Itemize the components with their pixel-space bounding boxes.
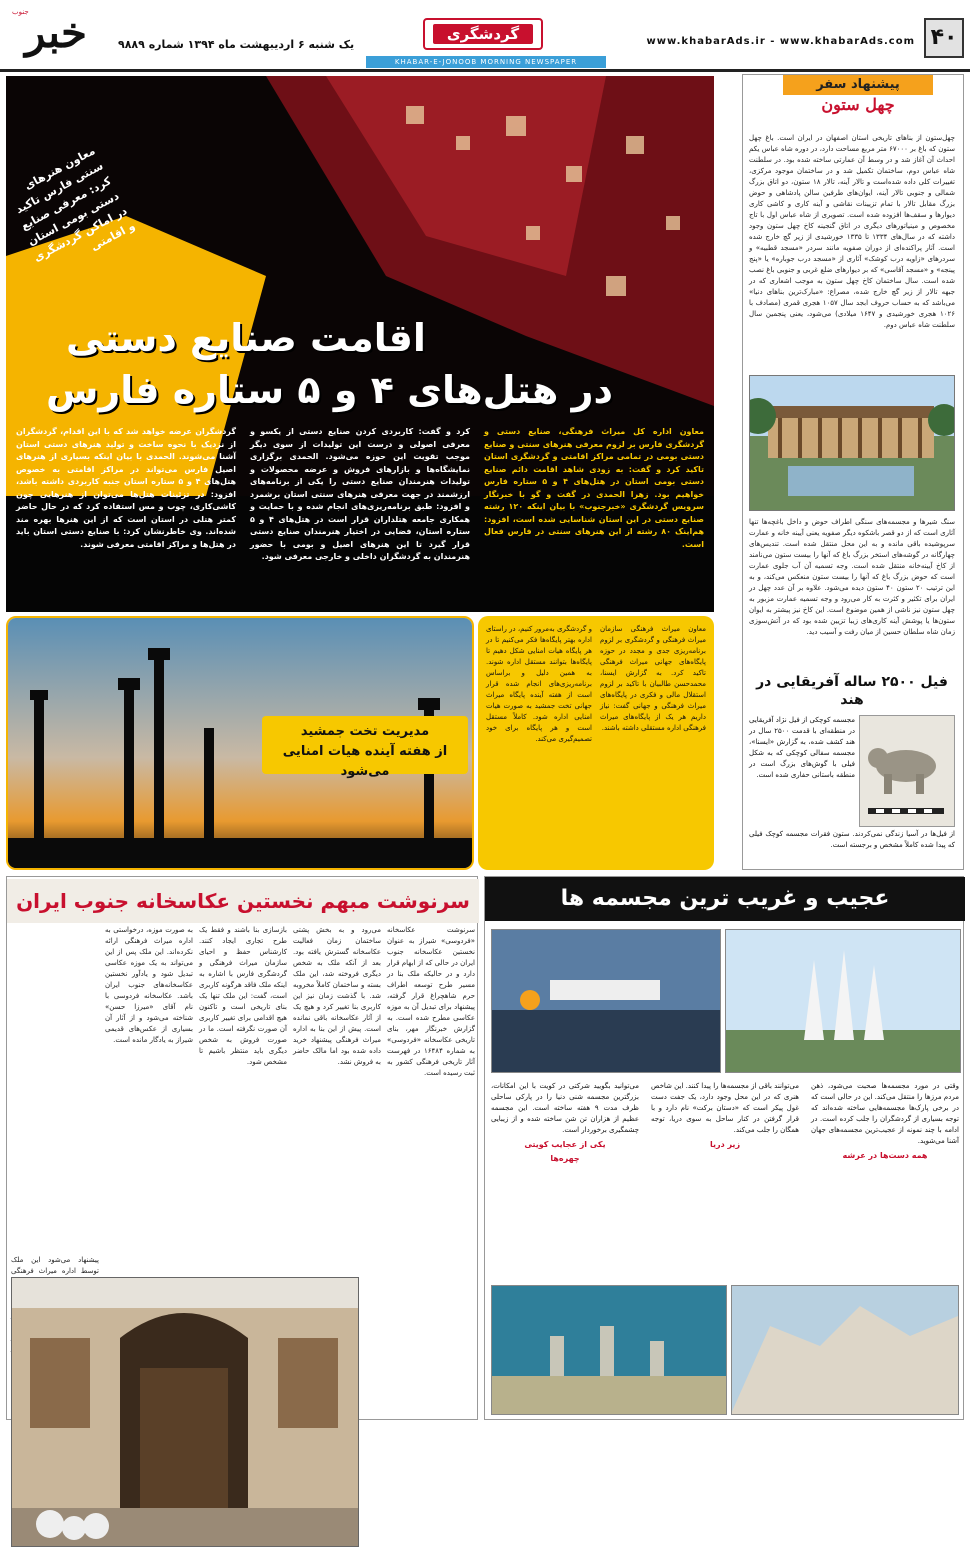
feature-title: اقامت صنایع دستی [66,316,426,360]
statues-col-3: می‌توانید بگویید شرکتی در کویت با این امکانات، بزرگترین مجسمه شنی دنیا را در پارکی ساحلی ظرف مدت ۹ هفته ساخته است. این مجسمه عظیم از هزاران تن شن ساخته شده و از زیبایی چشمگیری برخوردار است. [491,1082,639,1134]
travel-sidebar [742,74,964,870]
feature-title-line2: در هتل‌های ۴ و ۵ ستاره فارس [46,368,613,412]
page-header [0,0,970,72]
underwater-statues-photo [491,1285,727,1415]
elephant-body-continued: از فیل‌ها در آسیا زندگی نمی‌کردند. ستون فقرات مجسمه کوچک فیلی که پیدا شده کاملاً مشخص و برجسته است. [749,830,955,849]
statues-subhead-2: زیر دریا [709,1140,741,1149]
photo-col-1: سرنوشت عکاسخانه «فردوسی» شیراز به عنوان نخستین عکاسخانه جنوب ایران در حالی که از ابهام قرار دارد و در حالیکه ملک بنا در مسیر طرح توسعه اطراف حرم شاهچراغ قرار گرفته، پیشنهاد برای تبدیل آن به موزه عکاسی مطرح شده است. به گزارش خبرنگار مهر، بنای تاریخی عکاسخانه «فردوسی» به شماره ۱۶۴۸۴ در فهرست آثار تاریخی فرهنگی کشور به ثبت رسیده است. [387,926,475,1077]
sea-ship-statue-photo [491,929,721,1073]
statues-article [484,876,964,1420]
statues-body [491,1081,959,1277]
travel-body: چهل‌ستون از بناهای تاریخی استان اصفهان در ایران است. باغ چهل ستون که باغ بر ۶۷۰۰۰ متر مربع مساحت دارد، در دوره شاه عباس یکم احداث آن آغاز شد و در وسط آن عمارتی ساخته شده بود. در سلطنت شاه عباس دوم، ساختمان تکمیل شد و در ساختمان موجود مرکزی، تغییرات کلی داده شده‌است و تالار آینه، تالار ۱۸ ستون، دو اتاق بزرگ شمالی و جنوبی تالار آینه، ایوان‌های طرفین سالن پادشاهی و حوض بزرگ مقابل تالار با تمام تزیینات نقاشی و آینه کاری و کاشی کاری دیوارها و سقف‌ها افزوده شده است. تصویری از شاه عباس اول با تاج مخصوص و مینیاتورهای دیگری در اتاق گنجینه کاخ چهل ستون وجود داشته که در سال‌های ۱۳۳۴ تا ۱۳۳۵ خورشیدی از زیر گچ خارج شده است. آثار پراکنده‌ای از دوران صفویه مانند سردر «مسجد قطبیه» و سردرهای «زاویه درب کوشک» آثاری از «مسجد درب جوباره» یا «پنج پینجه» و «مسجد آقاسی» که بر دیوارهای ضلع غربی و جنوبی باغ نصب شده است. سال ساختمان کاخ چهل ستون به موجب اشعاری که در جبهه تالار از زیر گچ خارج شده، مصراع: «مبارک‌ترین بناهای دنیا» می‌باشد که به حساب حروف ابجد سال ۱۰۵۷ هجری قمری (مصادف با ۱۰۲۶ هجری خورشیدی و ۱۶۴۷ میلادی) می‌شود، یعنی پنجمین سال سلطنت شاه عباس دوم. [749,134,956,329]
newspaper-logo: خبر [25,8,87,57]
section-label [423,18,543,50]
chehelsotun-photo [749,375,955,511]
newspaper-subbanner: KHABAR-E-JONOOB MORNING NEWSPAPER [366,56,606,68]
newspaper-logo-tag: جنوب [12,8,29,16]
persepolis-caption-line1: مدیریت تخت جمشید [300,724,430,739]
photo-studio-title: سرنوشت مبهم نخستین عکاسخانه جنوب ایران [7,879,479,923]
site-urls[interactable]: www.khabarAds.ir - www.khabarAds.com [646,36,915,47]
photo-col-5: پیشنهاد می‌شود این ملک توسط اداره میراث فرهنگی [11,1256,99,1275]
elephant-title: فیل ۲۵۰۰ ساله آفریقایی در هند [756,674,948,708]
feature-col-1: معاون اداره کل میراث فرهنگی، صنایع دستی و گردشگری فارس بر لزوم معرفی هنرهای سنتی و صنایع دستی بومی در تمامی مراکز اقامتی و گردشگری استان تاکید کرد و گفت: به زودی شاهد اقامت دائم صنایع دستی بومی استان در هتل‌های ۴ و ۵ ستاره فارس خواهیم بود. زهرا الحمدی در گفت و گو با خبرنگار سرویس گردشگری «خبرجنوب» با بیان اینکه ۱۲۰ رشته صنایع دستی در این استان شناسایی شده است، افزود: هم‌اینک ۸۰ رشته از این هنرهای سنتی در فارس فعال است. [484,427,705,549]
statues-title: عجیب و غریب ترین مجسمه ها [485,877,965,921]
photo-studio-building-photo [11,1277,359,1547]
persepolis-caption [262,716,468,779]
feature-col-3: گردشگران عرضه خواهد شد که با این اقدام، گردشگران از نزدیک با نحوه ساخت و تولید هنرهای دستی استان آشنا می‌شوند. الحمدی با بیان اینکه بسیاری از هنرهای اصیل فارس می‌تواند در مراکز اقامتی به خصوص هتل‌های ۴ و ۵ ستاره استان جنبه کاربردی داشته باشد، افزود: در تزئینات هتل‌ها می‌توان از هنرهایی چون کاشی‌کاری، چوب و مس استفاده کرد که در حال حاضر کمتر هتلی در استان است که از این هنرها بهره مند شده‌اند. وی خاطرنشان کرد: با صنایع دستی استان باید در هتل‌ها و مراکز اقامتی معرفی شوند. [16,427,237,549]
elephant-body: مجسمه کوچکی از فیل نژاد آفریقایی در منطقه‌ای با قدمت ۲۵۰۰ سال در هند کشف شده، به گزارش «ایسنا»، مجسمه سفالی کوچکی که به شکل فیلی با گوش‌های بزرگ است در منطقه باستانی حفاری شده است. [749,716,855,779]
feature-body [14,426,704,606]
feature-col-2: کرد و گفت: کاربردی کردن صنایع دستی از یکسو و معرفی اصولی و درست این تولیدات از سوی دیگر موجب تقویت این حوزه می‌شود. الحمدی برگزاری نمایشگاه‌ها و بازارهای فروش و عرضه محصولات و تولیدات هنرمندان صنایع دستی را یکی از برنامه‌های ارزشمند در جهت معرفی هنرهای سنتی استان برشمرد و افزود: طبق برنامه‌ریزی‌های انجام شده و با حمایت و همکاری جامعه هتلداران قرار است در هتل‌های ۴ و ۵ ستاره استان، فضایی در اختیار هنرمندان صنایع دستی قرار گیرد تا این هنرهای اصیل و بومی با حضور هنرمندان به گردشگران داخلی و خارجی معرفی شود. [250,427,470,561]
persepolis-article [478,616,714,870]
handicrafts-feature [6,76,714,612]
statues-subhead-1: همه دست‌ها در عرشه [842,1151,928,1160]
statues-subhead-3: یکی از عجایب کویتی [524,1140,606,1149]
persepolis-caption-line2: از هفته آینده هیات امنایی می‌شود [282,744,448,779]
persepolis-col-2: و گردشگری به‌مرور کنیم، در راستای اداره بهتر پایگاه‌ها فکر می‌کنیم تا در هر پایگاه هیات امنایی شکل دهیم تا پایگاه‌ها بتوانند مستقل اداره شوند. به همین دلیل و براساس برنامه‌ریزی‌های انجام شده قرار است از هفته آینده پایگاه میراث جهانی تخت جمشید به صورت هیات امنایی اداره شود. کاملاً مستقل است و هر پایگاه برای خود تصمیم‌گیری می‌کند. [486,625,592,743]
travel-title: چهل ستون [821,95,895,114]
statues-subhead-4: چهره‌ها [550,1154,580,1163]
travel-kicker: پیشنهاد سفر [783,75,933,95]
photo-col-3: بازسازی بنا باشند و فقط یک طرح تجاری ایجاد کنند. کارشناس حفظ و احیای سازمان میراث فرهنگی و گردشگری فارس با اشاره به اینکه ملک فاقد هرگونه کاربری است، گفت: این ملک تنها یک بنای تاریخی است و تاکنون هیچ اقدامی برای تغییر کاربری آن صورت نگرفته است. ما در صورت فروش به شخص دیگری باید منتظر باشیم تا مشخص شود. [199,926,287,1066]
hands-statue-photo [725,929,961,1073]
issue-date: یک شنبه ۶ اردیبهشت ماه ۱۳۹۴ شماره ۹۸۸۹ [118,38,355,51]
sand-sculpture-photo [731,1285,959,1415]
elephant-figurine-photo [859,715,955,827]
statues-col-1: وقتی در مورد مجسمه‌ها صحبت می‌شود، ذهن مردم مرزها را منتقل می‌کند. این در حالی است که در برخی پارک‌ها مجسمه‌هایی ساخته شده‌اند که توجه بسیاری از گردشگران را جلب کرده است. در ادامه با چند نمونه از عجیب‌ترین مجسمه‌های جهان آشنا می‌شوید. [811,1082,959,1145]
section-label-text: گردشگری [433,24,533,44]
photo-studio-article [6,876,478,1420]
page-number: ۴۰ [924,18,964,58]
photo-col-2: می‌رود و به بخش پشتی ساختمان زمان فعالیت عکاسخانه گسترش یافته بود. بعد از آنکه ملک به شخص دیگری فروخته شد، این ملک بسته و ساختمان کاملاً مخروبه شد. با گذشت زمان نیز این کاربری بنا تغییر کرد و هیچ یک از آثار عکاسخانه باقی نمانده است. پیش از این بنا به اداره میراث فرهنگی پیشنهاد خرید داده شده بود اما مالک حاضر به فروش نشد. [293,926,381,1066]
photo-col-4: به صورت موزه، درخواستی به اداره میراث فرهنگی ارائه نکرده‌اند. این ملک پس از این می‌تواند به یک موزه عکاسی تبدیل شود و یادآور نخستین عکاسخانه‌های جنوب ایران باشد. عکاسخانه فردوسی با نام آقای «میرزا حسن» شناخته می‌شود و از آثار آن بسیاری از عکس‌های قدیمی شیراز به یادگار مانده است. [105,926,193,1044]
persepolis-col-1: معاون میراث فرهنگی سازمان میراث فرهنگی و گردشگری بر لزوم برنامه‌ریزی جدی و مجدد در حوزه پایگاه‌های جهانی میراث فرهنگی تاکید کرد. به گزارش ایسنا، محمدحسن طالبیان با تاکید بر لزوم استقلال مالی و فکری در پایگاه‌های میراث فرهنگی و جهانی گفت: نیاز داریم هر یک از پایگاه‌های میراث فرهنگی اداره مستقلی داشته باشند. [600,625,706,732]
feature-kicker: معاون هنرهای سنتی فارس تاکید کرد: معرفی صنایع دستی بومی استان در اماکن گردشگری و اقامتی [13,144,138,265]
travel-body-continued: سنگ شیرها و مجسمه‌های سنگی اطراف حوض و داخل باغچه‌ها تنها آثاری است که از دو قصر باشکوه دیگر صفویه یعنی آیینه خانه و عمارت سرپوشیده باقی مانده و به این محل منتقل شده است. تندیس‌های چهارگانه در گوشه‌های استخر بزرگ باغ که آنها را بیست ستون می‌نامند از کاخ آیینه‌خانه منتقل شده است. وجه تسمیه آن آب جلوی عمارت است که حوض بزرگ باغ که آنها را بیست ستون منعکس می‌کند، و به این ترتیب ۲۰ ستون ۴۰ ستون دیده می‌شود. علاوه بر آن عدد چهل در ایران برای تکثیر و کثرت به کار می‌رود و وجه تسمیه عمارت مزبور به چهل ستون نیز ناشی از همین موضوع است. این کاخ نیز پیشتر به ایوان ستون‌ها یا پوشش آینه کاری‌های زیبا تزیین شده بود که در آتش‌سوزی زمان شاه سلطان حسین از میان رفت و آسیب دید. [749,518,955,636]
statues-col-2: می‌توانند باقی از مجسمه‌ها را پیدا کنند. این شاخص هنری که در این محل وجود دارد، یک جفت دست غول پیکر است که «دستان برکت» نام دارد و با قرار گرفتن در کنار ساحل به سوی دریا، توجه همگان را جلب می‌کند. [651,1082,799,1134]
